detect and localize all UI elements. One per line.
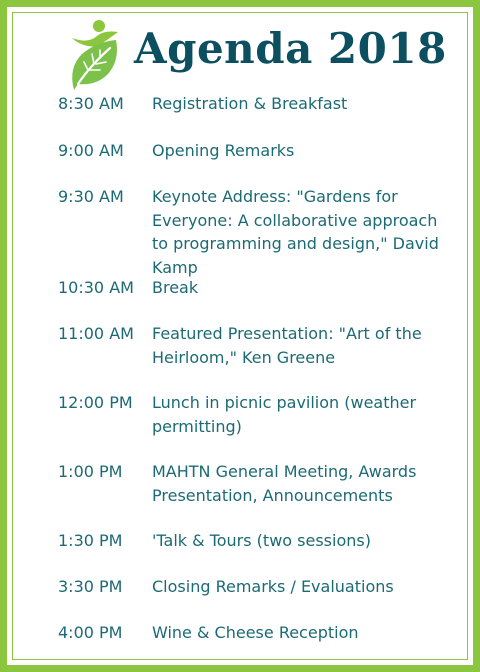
agenda-time: 10:30 AM xyxy=(58,278,134,297)
agenda-time: 1:00 PM xyxy=(58,462,123,481)
agenda-item xyxy=(58,460,458,507)
agenda-item xyxy=(58,322,458,369)
agenda-description: MAHTN General Meeting, Awards Presentation, Announcements xyxy=(152,462,417,505)
agenda-time: 12:00 PM xyxy=(58,393,133,412)
agenda-time: 9:00 AM xyxy=(58,141,124,160)
agenda-time: 4:00 PM xyxy=(58,623,123,642)
agenda-description: Keynote Address: "Gardens for Everyone: A collaborative approach to programming and design," David Kamp xyxy=(152,187,439,277)
agenda-time: 11:00 AM xyxy=(58,324,134,343)
agenda-description: 'Talk & Tours (two sessions) xyxy=(152,531,371,550)
agenda-item xyxy=(58,621,458,645)
agenda-item xyxy=(58,92,458,116)
agenda-description: Closing Remarks / Evaluations xyxy=(152,577,394,596)
agenda-item xyxy=(58,529,458,553)
agenda-item xyxy=(58,139,458,163)
agenda-description: Opening Remarks xyxy=(152,141,295,160)
leaf-person-logo-icon xyxy=(66,18,122,90)
agenda-item xyxy=(58,185,458,279)
agenda-description: Wine & Cheese Reception xyxy=(152,623,359,642)
agenda-time: 3:30 PM xyxy=(58,577,123,596)
agenda-time: 8:30 AM xyxy=(58,94,124,113)
agenda-item xyxy=(58,391,458,438)
agenda-description: Featured Presentation: "Art of the Heirloom," Ken Greene xyxy=(152,324,422,367)
agenda-description: Lunch in picnic pavilion (weather permitting) xyxy=(152,393,417,436)
agenda-description: Registration & Breakfast xyxy=(152,94,348,113)
agenda-item xyxy=(58,276,458,300)
agenda-item xyxy=(58,575,458,599)
agenda-time: 9:30 AM xyxy=(58,187,124,206)
page-title: Agenda 2018 xyxy=(134,24,447,73)
agenda-time: 1:30 PM xyxy=(58,531,123,550)
agenda-description: Break xyxy=(152,278,199,297)
